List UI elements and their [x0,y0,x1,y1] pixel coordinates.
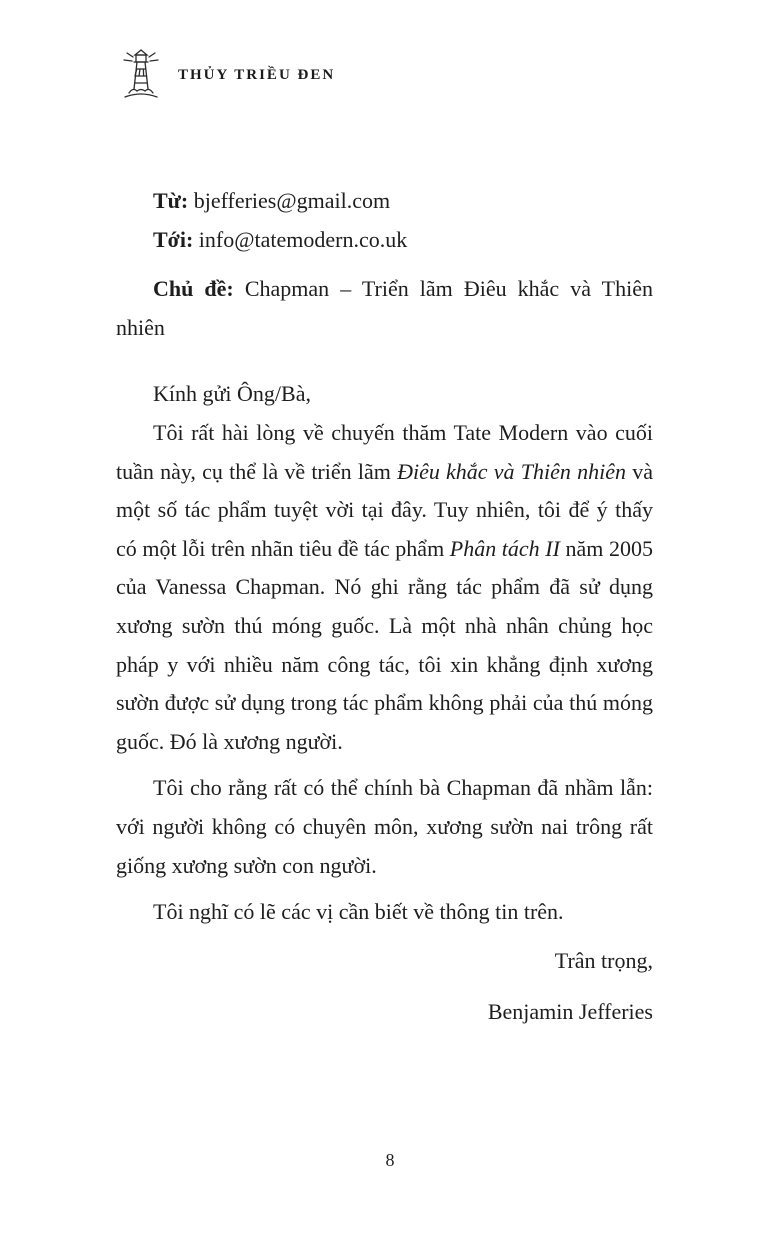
from-value: bjefferies@gmail.com [193,188,391,213]
email-to-line [116,221,653,260]
subject-label: Chủ đề: [153,276,245,302]
signature: Benjamin Jefferies [487,999,653,1025]
paragraph-text: Tôi rất hài lòng về chuyến thăm Tate Modern vào cuối tuần này, cụ thể là về triển lãm [116,419,653,484]
email-subject-line [116,270,653,347]
paragraphs [116,414,653,932]
email-from-line [116,182,653,221]
book-title: THỦY TRIỀU ĐEN [178,66,336,83]
running-header [120,48,335,102]
paragraph [116,769,653,885]
to-value: info@tatemodern.co.uk [198,226,408,252]
lighthouse-icon [120,48,162,102]
closing: Trân trọng, [554,947,653,973]
paragraph [116,414,653,761]
paragraph-text: năm 2005 của Vanessa Chapman. Nó ghi rằng tác phẩm đã sử dụng xương sườn thú móng guốc. Là một nhà nhân chủng học pháp y với nhiều năm công tác, tôi xin khẳng định xương sườn được sử dụng trong tác phẩm không phải của thú móng guốc. Đó là xương người. [116,535,653,754]
page-content [116,182,653,1032]
paragraph [116,893,653,932]
artwork-title: Phân tách II [449,535,560,561]
paragraph-text: Tôi cho rằng rất có thể chính bà Chapman đã nhầm lẫn: với người không có chuyên môn, xương sườn nai trông rất giống xương sườn con người. [116,775,653,878]
subject-value: Chapman – Triển lãm Điêu khắc và Thiên nhiên [116,276,653,340]
artwork-title: Điêu khắc và Thiên nhiên [397,458,626,484]
paragraph-text: và một số tác phẩm tuyệt vời tại đây. Tuy nhiên, tôi để ý thấy có một lỗi trên nhãn tiêu đề tác phẩm [116,458,653,561]
paragraph-text: Tôi nghĩ có lẽ các vị cần biết về thông tin trên. [153,899,564,925]
to-label: Tới: [153,226,199,252]
page-number: 8 [385,1150,395,1170]
from-label: Từ: [153,188,194,213]
salutation: Kính gửi Ông/Bà, [153,381,311,407]
